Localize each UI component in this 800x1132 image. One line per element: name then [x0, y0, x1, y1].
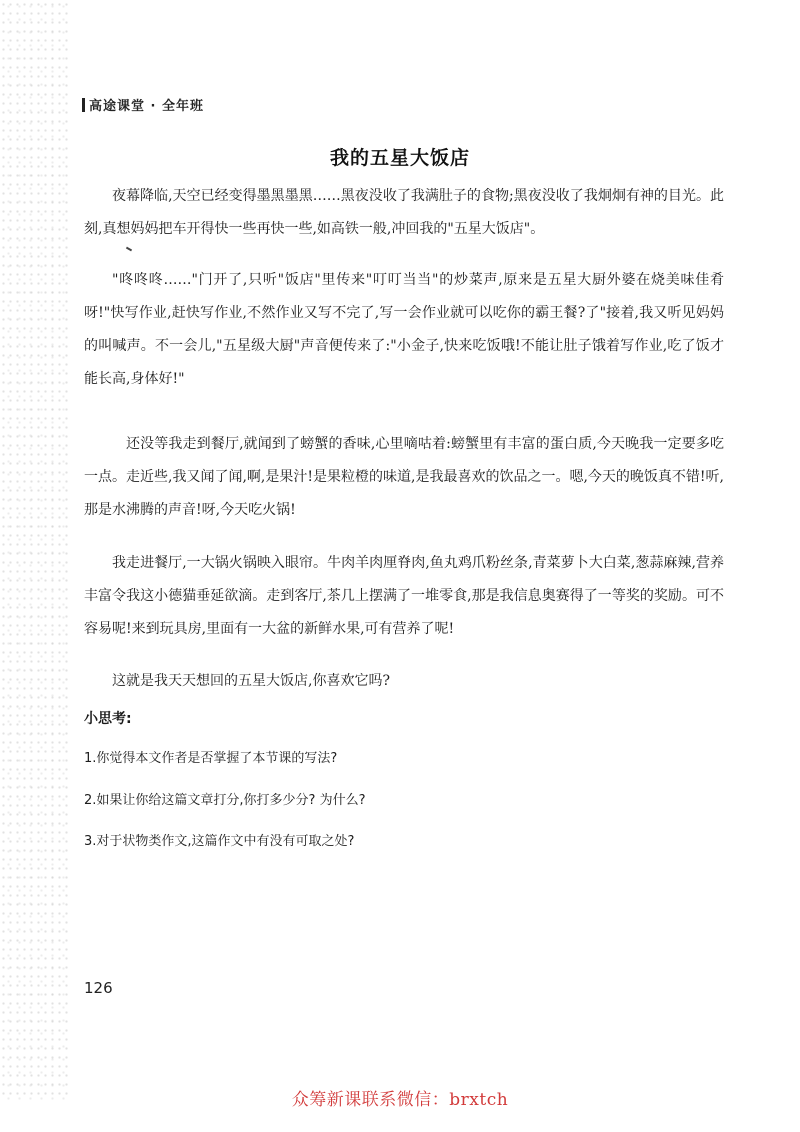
paragraph-5: 这就是我天天想回的五星大饭店,你喜欢它吗?: [112, 673, 390, 689]
header-bar-icon: [82, 98, 85, 112]
article-title: 我的五星大饭店: [329, 147, 470, 169]
paragraph-4: 我走进餐厅,一大锅火锅映入眼帘。牛肉羊肉厘脊肉,鱼丸鸡爪粉丝条,青菜萝卜大白菜,葱蒜麻辣,营养丰富令我这小德猫垂延欲滴。走到客厅,茶几上摆满了一堆零食,那是我信息奥赛得了一等奖的奖励。可不容易呢!来到玩具房,里面有一大盆的新鲜水果,可有营养了呢!: [84, 555, 724, 637]
header-label-text: 高途课堂 · 全年班: [89, 99, 204, 114]
paragraph-1: 夜幕降临,天空已经变得墨黑墨黑……黑夜没收了我满肚子的食物;黑夜没收了我炯炯有神的目光。此刻,真想妈妈把车开得快一些再快一些,如高铁一般,冲回我的"五星大饭店"。: [84, 188, 724, 237]
pen-mark-icon: [126, 247, 132, 252]
header-label: [82, 95, 204, 114]
paragraph-2: "咚咚咚……"门开了,只听"饭店"里传来"叮叮当当"的炒菜声,原来是五星大厨外婆在烧美味佳肴呀!"快写作业,赶快写作业,不然作业又写不完了,写一会作业就可以吃你的霸王餐?了"接着,我又听见妈妈的叫喊声。不一会儿,"五星级大厨"声音便传来了:"小金子,快来吃饭哦!不能让肚子饿着写作业,吃了饭才能长高,身体好!": [84, 272, 724, 387]
thinking-question-1: 1.你觉得本文作者是否掌握了本节课的写法?: [84, 751, 338, 766]
thinking-section-title: 小思考:: [84, 711, 132, 727]
watermark-text: 众筹新课联系微信：brxtch: [291, 1090, 509, 1110]
page-number: 126: [84, 979, 113, 997]
thinking-question-3: 3.对于状物类作文,这篇作文中有没有可取之处?: [84, 834, 355, 849]
thinking-question-2: 2.如果让你给这篇文章打分,你打多少分? 为什么?: [84, 793, 366, 808]
paragraph-3: 还没等我走到餐厅,就闻到了螃蟹的香味,心里嘀咕着:螃蟹里有丰富的蛋白质,今天晚我一定要多吃一点。走近些,我又闻了闻,啊,是果汁!是果粒橙的味道,是我最喜欢的饮品之一。嗯,今天的晚饭真不错!听,那是水沸腾的声音!呀,今天吃火锅!: [84, 436, 724, 518]
